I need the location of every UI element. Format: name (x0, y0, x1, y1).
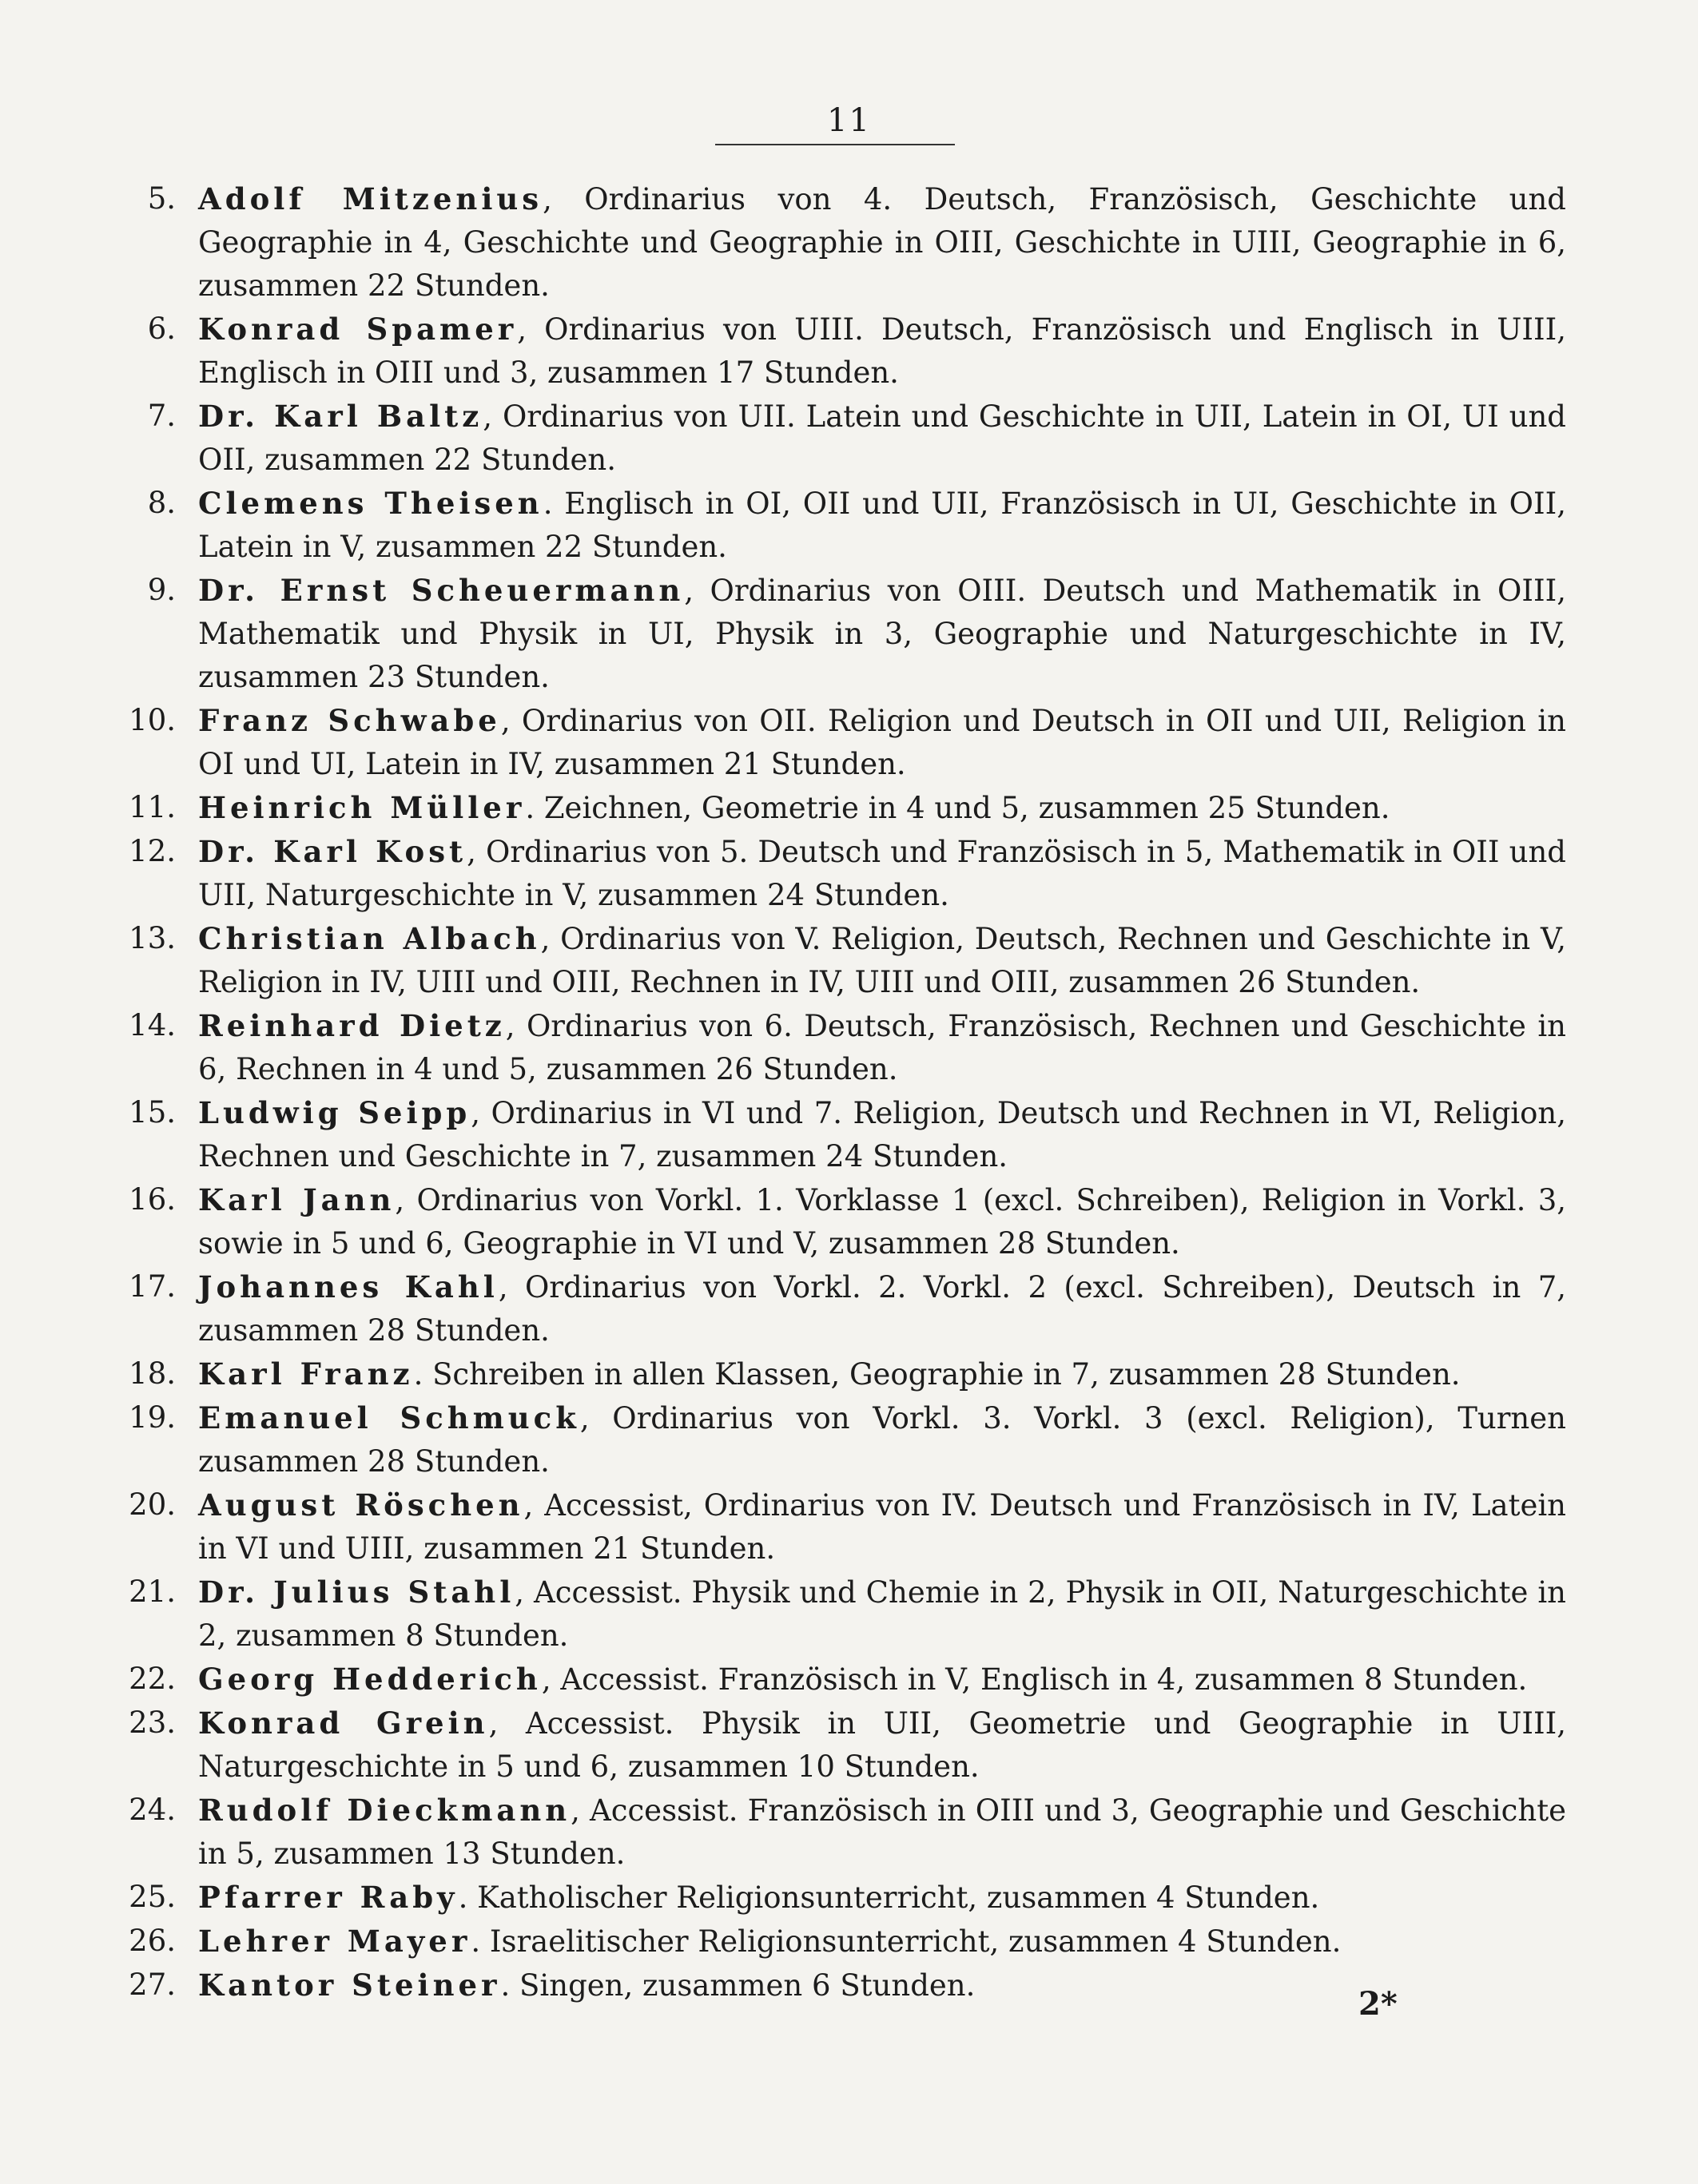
teacher-entry (104, 177, 1566, 308)
entry-number: 6. (147, 312, 176, 346)
entry-body (198, 482, 1566, 569)
teacher-assignment: , Accessist, Ordinarius von IV. Deutsch und Französisch in IV, Latein in VI und UIII, zusammen 21 Stunden. (198, 1488, 1566, 1566)
teacher-assignment: , Ordinarius von 6. Deutsch, Französisch, Rechnen und Geschichte in 6, Rechnen in 4 und 5, zusammen 26 Stunden. (198, 1009, 1566, 1086)
teacher-assignment: , Ordinarius von OII. Religion und Deutsch in OII und UII, Religion in OI und UI, Latein in IV, zusammen 21 Stunden. (198, 704, 1566, 781)
teacher-name: Karl Jann (198, 1182, 396, 1217)
entry-body (198, 1920, 1566, 1964)
teacher-entry (104, 830, 1566, 917)
teacher-entry (104, 569, 1566, 699)
entry-number: 9. (147, 573, 176, 607)
teacher-entry (104, 1964, 1566, 2007)
entry-number: 12. (129, 834, 176, 868)
entry-body (198, 177, 1566, 308)
teacher-entry (104, 1789, 1566, 1876)
teacher-entry (104, 1265, 1566, 1352)
entry-number: 15. (129, 1095, 176, 1130)
teacher-entry (104, 1396, 1566, 1483)
entry-body (198, 1483, 1566, 1570)
entry-number: 19. (129, 1400, 176, 1435)
teacher-assignment: , Ordinarius von 5. Deutsch und Französisch in 5, Mathematik in OII und UII, Naturgeschichte in V, zusammen 24 Stunden. (198, 835, 1566, 912)
teacher-name: Franz Schwabe (198, 703, 501, 738)
teacher-entry (104, 917, 1566, 1004)
teacher-entry (104, 1004, 1566, 1091)
entry-body (198, 699, 1566, 786)
entry-body (198, 1352, 1566, 1396)
teacher-assignment: , Accessist. Französisch in V, Englisch in 4, zusammen 8 Stunden. (541, 1662, 1528, 1697)
entry-number: 21. (129, 1574, 176, 1609)
teacher-entry (104, 1178, 1566, 1265)
entry-number: 18. (129, 1356, 176, 1391)
entry-body (198, 1396, 1566, 1483)
teacher-name: Johannes Kahl (198, 1269, 499, 1304)
teacher-entry (104, 786, 1566, 830)
teacher-name: Clemens Theisen (198, 486, 543, 521)
entry-body (198, 1789, 1566, 1876)
teacher-name: Dr. Ernst Scheuermann (198, 573, 685, 608)
entry-number: 24. (129, 1793, 176, 1827)
entry-body (198, 917, 1566, 1004)
teacher-assignment: , Ordinarius von UII. Latein und Geschichte in UII, Latein in OI, UI und OII, zusammen 22 Stunden. (198, 399, 1566, 477)
teacher-entry (104, 1091, 1566, 1178)
teacher-name: Rudolf Dieckmann (198, 1793, 571, 1828)
entry-body (198, 1004, 1566, 1091)
teacher-assignment: , Accessist. Physik in UII, Geometrie und Geographie in UIII, Naturgeschichte in 5 und 6, zusammen 10 Stunden. (198, 1706, 1566, 1784)
teacher-assignment: , Ordinarius von V. Religion, Deutsch, Rechnen und Geschichte in V, Religion in IV, UIII und OIII, Rechnen in IV, UIII und OIII, zusammen 26 Stunden. (198, 922, 1566, 999)
entry-number: 8. (147, 486, 176, 520)
entry-body (198, 1265, 1566, 1352)
teacher-assignment: , Accessist. Physik und Chemie in 2, Physik in OII, Naturgeschichte in 2, zusammen 8 Stunden. (198, 1575, 1567, 1653)
page-number: 11 (827, 102, 871, 139)
teacher-assignment: , Accessist. Französisch in OIII und 3, Geographie und Geschichte in 5, zusammen 13 Stunden. (198, 1793, 1566, 1871)
signature-mark: 2* (1358, 1985, 1398, 2023)
entry-number: 23. (129, 1706, 176, 1740)
teacher-name: Reinhard Dietz (198, 1008, 506, 1043)
teacher-entry (104, 1352, 1566, 1396)
teacher-name: August Röschen (198, 1487, 524, 1523)
teacher-entry (104, 1920, 1566, 1964)
teacher-assignment: . Schreiben in allen Klassen, Geographie in 7, zusammen 28 Stunden. (413, 1357, 1461, 1392)
teacher-assignment: , Ordinarius von OIII. Deutsch und Mathematik in OIII, Mathematik und Physik in UI, Physik in 3, Geographie und Naturgeschichte in IV, zusammen 23 Stunden. (198, 574, 1566, 694)
entry-number: 22. (129, 1662, 176, 1696)
entry-number: 7. (147, 399, 176, 433)
teacher-assignment: , Ordinarius von Vorkl. 2. Vorkl. 2 (excl. Schreiben), Deutsch in 7, zusammen 28 Stunden. (198, 1270, 1567, 1348)
teacher-assignment: , Ordinarius von Vorkl. 3. Vorkl. 3 (excl. Religion), Turnen zusammen 28 Stunden. (198, 1401, 1566, 1479)
teacher-name: Kantor Steiner (198, 1968, 501, 2003)
teacher-name: Ludwig Seipp (198, 1095, 471, 1130)
teacher-name: Dr. Karl Baltz (198, 399, 483, 434)
entry-number: 14. (129, 1008, 176, 1042)
teacher-entry (104, 1876, 1566, 1920)
teacher-name: Georg Hedderich (198, 1662, 542, 1697)
entry-body (198, 308, 1566, 395)
teacher-assignment: . Zeichnen, Geometrie in 4 und 5, zusammen 25 Stunden. (525, 791, 1390, 825)
entry-number: 16. (129, 1182, 176, 1217)
teacher-list (104, 177, 1566, 2007)
entry-body (198, 569, 1566, 699)
teacher-name: Adolf Mitzenius (198, 181, 543, 216)
teacher-assignment: . Singen, zusammen 6 Stunden. (500, 1968, 976, 2003)
entry-body (198, 786, 1566, 830)
entry-body (198, 1702, 1566, 1789)
teacher-name: Dr. Karl Kost (198, 834, 467, 869)
entry-number: 27. (129, 1968, 176, 2002)
teacher-entry (104, 1702, 1566, 1789)
entry-body (198, 1091, 1566, 1178)
teacher-assignment: . Israelitischer Religionsunterricht, zusammen 4 Stunden. (471, 1924, 1342, 1959)
entry-body (198, 1178, 1566, 1265)
teacher-assignment: . Englisch in OI, OII und UII, Französisch in UI, Geschichte in OII, Latein in V, zusammen 22 Stunden. (198, 486, 1566, 564)
teacher-name: Pfarrer Raby (198, 1880, 459, 1915)
teacher-entry (104, 482, 1566, 569)
teacher-name: Christian Albach (198, 921, 541, 956)
entry-number: 10. (129, 703, 176, 737)
entry-body (198, 395, 1566, 482)
teacher-entry (104, 1570, 1566, 1658)
teacher-assignment: , Ordinarius in VI und 7. Religion, Deutsch und Rechnen in VI, Religion, Rechnen und Geschichte in 7, zusammen 24 Stunden. (198, 1096, 1566, 1173)
teacher-name: Konrad Spamer (198, 312, 518, 347)
entry-body (198, 830, 1566, 917)
teacher-assignment: . Katholischer Religionsunterricht, zusammen 4 Stunden. (458, 1880, 1320, 1915)
entry-body (198, 1570, 1566, 1658)
teacher-assignment: , Ordinarius von Vorkl. 1. Vorklasse 1 (excl. Schreiben), Religion in Vorkl. 3, sowie in 5 und 6, Geographie in VI und V, zusammen 28 Stunden. (198, 1183, 1566, 1261)
teacher-name: Karl Franz (198, 1356, 414, 1392)
entry-number: 13. (129, 921, 176, 955)
entry-number: 26. (129, 1924, 176, 1958)
teacher-entry (104, 395, 1566, 482)
entry-body (198, 1658, 1566, 1702)
teacher-assignment: , Ordinarius von UIII. Deutsch, Französisch und Englisch in UIII, Englisch in OIII und 3, zusammen 17 Stunden. (198, 312, 1566, 390)
teacher-entry (104, 1483, 1566, 1570)
entry-number: 11. (129, 790, 176, 824)
teacher-entry (104, 699, 1566, 786)
teacher-entry (104, 1658, 1566, 1702)
teacher-name: Lehrer Mayer (198, 1924, 471, 1959)
entry-number: 17. (129, 1269, 176, 1304)
teacher-name: Heinrich Müller (198, 790, 526, 825)
teacher-name: Konrad Grein (198, 1706, 489, 1741)
teacher-entry (104, 308, 1566, 395)
header-rule (715, 144, 955, 145)
teacher-name: Emanuel Schmuck (198, 1400, 580, 1435)
entry-number: 25. (129, 1880, 176, 1914)
entry-number: 20. (129, 1487, 176, 1522)
teacher-assignment: , Ordinarius von 4. Deutsch, Französisch, Geschichte und Geographie in 4, Geschichte und Geographie in OIII, Geschichte in UIII, Geographie in 6, zusammen 22 Stunden. (198, 182, 1566, 303)
entry-number: 5. (147, 181, 176, 216)
teacher-name: Dr. Julius Stahl (198, 1574, 515, 1610)
entry-body (198, 1876, 1566, 1920)
